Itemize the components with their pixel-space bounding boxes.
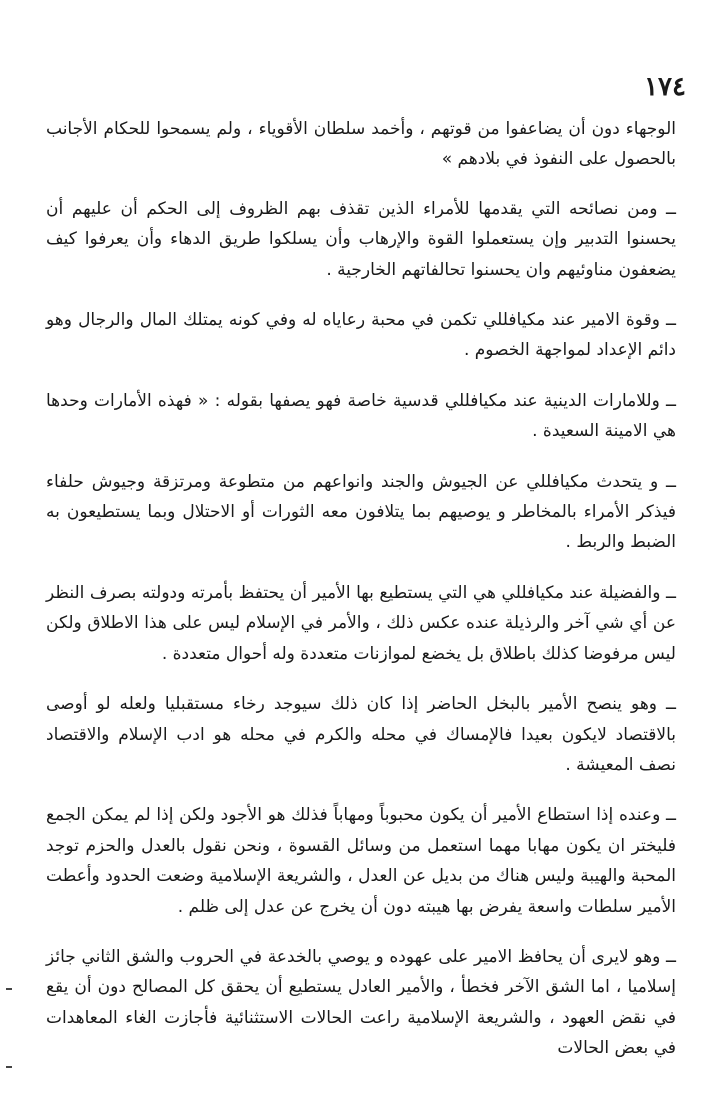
page-body (46, 114, 676, 1084)
paragraph-1: الوجهاء دون أن يضاعفوا من قوتهم ، وأخمد سلطان الأقوياء ، ولم يسمحوا للحكام الأجانب بالحصول على النفوذ في بلادهم » (46, 119, 676, 170)
margin-mark (6, 1066, 12, 1068)
page-number: ١٧٤ (644, 72, 686, 102)
paragraph-9: ــ وهو لايرى أن يحافظ الامير على عهوده و يوصي بالخدعة في الحروب والشق الثاني جائز إسلاميا ، اما الشق الآخر فخطأ ، والأمير العادل يستطيع أن يحقق كل المصالح دون أن يقع في نقض العهود ، والشريعة الإسلامية راعت الحالات الاستثنائية فأجازت الغاء المعاهدات في بعض الحالات (46, 946, 676, 1059)
paragraph-6: ــ والفضيلة عند مكيافللي هي التي يستطيع بها الأمير أن يحتفظ بأمرته ودولته بصرف النظر عن أي شي آخر والرذيلة عنده عكس ذلك ، والأمر في الإسلام ليس على هذا الاطلاق ولكن ليس مرفوضا كذلك باطلاق بل يخضع لموازنات متعددة وله أحوال متعددة . (46, 582, 676, 664)
margin-mark (6, 988, 12, 990)
paragraph-3: ــ وقوة الامير عند مكيافللي تكمن في محبة رعاياه له وفي كونه يمتلك المال والرجال وهو دائم الإعداد لمواجهة الخصوم . (46, 310, 676, 361)
paragraph-2: ــ ومن نصائحه التي يقدمها للأمراء الذين تقذف بهم الظروف إلى الحكم أن عليهم أن يحسنوا التدبير وإن يستعملوا القوة والإرهاب وأن يسلكوا طريق الدهاء وأن يعرفوا كيف يضعفون مناوئيهم وان يحسنوا تحالفاتهم الخارجية . (46, 198, 676, 280)
paragraph-7: ــ وهو ينصح الأمير بالبخل الحاضر إذا كان ذلك سيوجد رخاء مستقبليا ولعله لو أوصى بالاقتصاد لايكون بعيدا فالإمساك في محله والكرم في محله هو ادب الإسلام والاقتصاد نصف المعيشة . (46, 694, 676, 775)
paragraph-5: ــ و يتحدث مكيافللي عن الجيوش والجند وانواعهم من متطوعة ومرتزقة وجيوش حلفاء فيذكر الأمراء بالمخاطر و يوصيهم بما يتلافون معه الثورات أو الاحتلال وبما يستطيعون به الضبط والربط . (46, 471, 676, 553)
paragraph-4: ــ وللامارات الدينية عند مكيافللي قدسية خاصة فهو يصفها بقوله : « فهذه الأمارات وحدها هي الامينة السعيدة . (46, 390, 676, 442)
paragraph-8: ــ وعنده إذا استطاع الأمير أن يكون محبوباً ومهاباً فذلك هو الأجود ولكن إذا لم يمكن الجمع فليختر ان يكون مهابا مهما استعمل من وسائل القسوة ، ونحن نقول بالعدل والحزم توجد المحبة والهيبة وليس هناك من بديل عن العدل ، والشريعة الإسلامية وضعت الحدود وأعطت الأمير سلطات واسعة يفرض بها هيبته دون أن يخرج عن عدل إلى ظلم . (46, 805, 676, 917)
